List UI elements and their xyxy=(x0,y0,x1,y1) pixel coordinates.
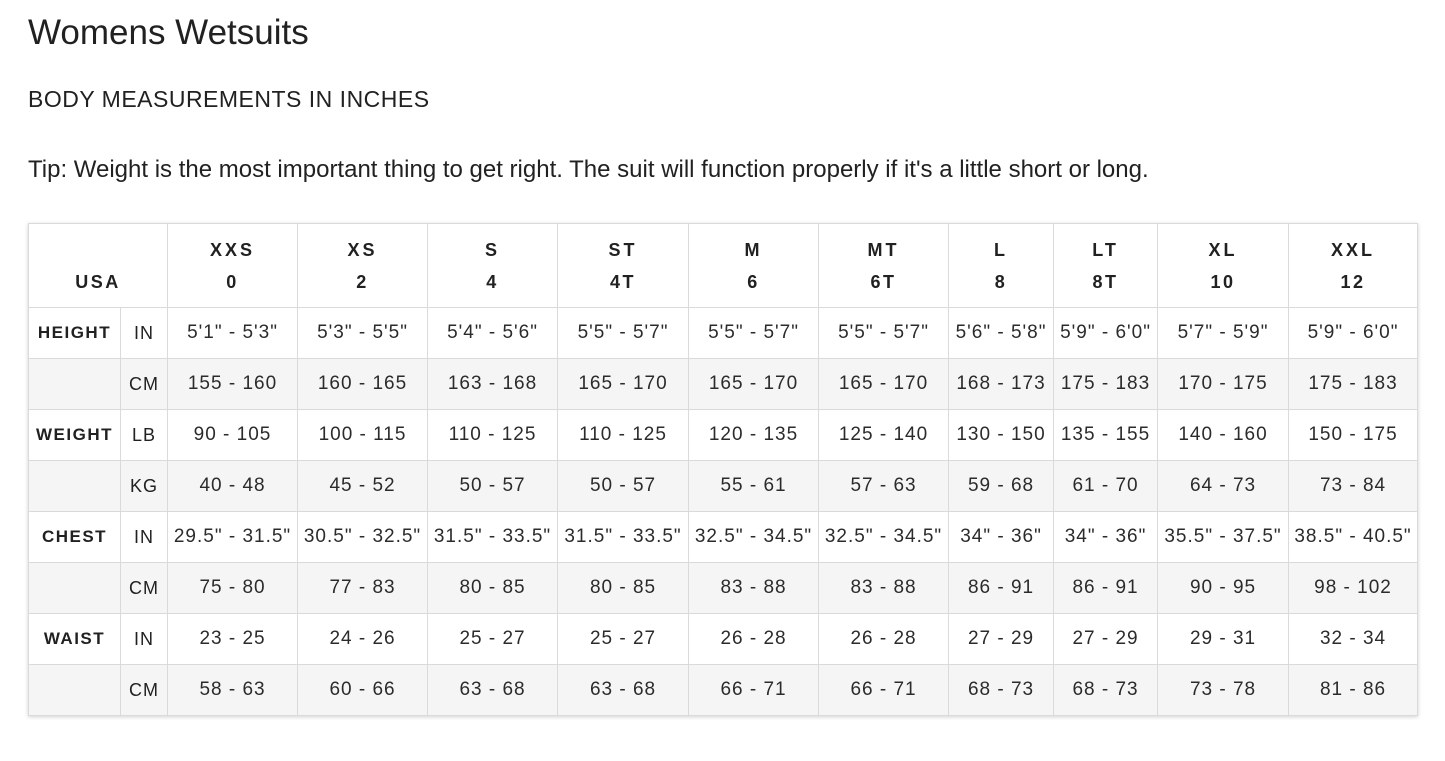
size-header-cell xyxy=(558,224,689,308)
measurement-cell: 57 - 63 xyxy=(819,461,949,512)
unit-label: IN xyxy=(121,512,168,563)
measurement-cell: 170 - 175 xyxy=(1158,359,1289,410)
tip-text: Tip: Weight is the most important thing to get right. The suit will function properly if it's a little short or long. xyxy=(28,156,1149,183)
measurement-cell: 40 - 48 xyxy=(168,461,298,512)
measurement-cell: 150 - 175 xyxy=(1289,410,1418,461)
measurement-cell: 66 - 71 xyxy=(689,665,819,716)
measurement-cell: 50 - 57 xyxy=(428,461,558,512)
subtitle: BODY MEASUREMENTS IN INCHES xyxy=(28,86,430,112)
measurement-cell: 130 - 150 xyxy=(949,410,1054,461)
measurement-cell: 32.5" - 34.5" xyxy=(819,512,949,563)
table-row xyxy=(29,308,1418,359)
measurement-cell: 163 - 168 xyxy=(428,359,558,410)
size-name: L xyxy=(994,239,1009,260)
size-number: 0 xyxy=(226,271,239,292)
measurement-cell: 175 - 183 xyxy=(1054,359,1158,410)
measurement-cell: 45 - 52 xyxy=(298,461,428,512)
measurement-cell: 61 - 70 xyxy=(1054,461,1158,512)
row-label: WAIST xyxy=(29,614,121,665)
row-label: WEIGHT xyxy=(29,410,121,461)
region-label: USA xyxy=(75,271,121,292)
unit-label: IN xyxy=(121,614,168,665)
measurement-cell: 66 - 71 xyxy=(819,665,949,716)
size-header-cell xyxy=(1054,224,1158,308)
size-number: 6T xyxy=(870,271,897,292)
measurement-cell: 25 - 27 xyxy=(558,614,689,665)
row-label xyxy=(29,665,121,716)
measurement-cell: 155 - 160 xyxy=(168,359,298,410)
row-label xyxy=(29,461,121,512)
measurement-cell: 100 - 115 xyxy=(298,410,428,461)
table-row xyxy=(29,665,1418,716)
size-header-cell xyxy=(298,224,428,308)
measurement-cell: 60 - 66 xyxy=(298,665,428,716)
size-name: XXS xyxy=(210,239,256,260)
size-header-cell xyxy=(819,224,949,308)
unit-label: LB xyxy=(121,410,168,461)
measurement-cell: 5'5" - 5'7" xyxy=(689,308,819,359)
size-number: 6 xyxy=(747,271,760,292)
size-number: 8 xyxy=(994,271,1008,292)
table-row xyxy=(29,614,1418,665)
size-name: MT xyxy=(867,239,900,260)
measurement-cell: 125 - 140 xyxy=(819,410,949,461)
measurement-cell: 83 - 88 xyxy=(819,563,949,614)
measurement-cell: 175 - 183 xyxy=(1289,359,1418,410)
table-row xyxy=(29,359,1418,410)
measurement-cell: 31.5" - 33.5" xyxy=(428,512,558,563)
measurement-cell: 5'9" - 6'0" xyxy=(1289,308,1418,359)
measurement-cell: 81 - 86 xyxy=(1289,665,1418,716)
measurement-cell: 77 - 83 xyxy=(298,563,428,614)
size-header-cell xyxy=(949,224,1054,308)
measurement-cell: 135 - 155 xyxy=(1054,410,1158,461)
size-number: 4 xyxy=(486,271,499,292)
size-name: XXL xyxy=(1331,239,1376,260)
measurement-cell: 63 - 68 xyxy=(428,665,558,716)
size-name: XS xyxy=(347,239,378,260)
table-row xyxy=(29,461,1418,512)
size-header-row xyxy=(29,224,1418,308)
measurement-cell: 23 - 25 xyxy=(168,614,298,665)
measurement-cell: 168 - 173 xyxy=(949,359,1054,410)
measurement-cell: 160 - 165 xyxy=(298,359,428,410)
measurement-cell: 27 - 29 xyxy=(949,614,1054,665)
measurement-cell: 5'5" - 5'7" xyxy=(819,308,949,359)
measurement-cell: 5'3" - 5'5" xyxy=(298,308,428,359)
measurement-cell: 26 - 28 xyxy=(689,614,819,665)
measurement-cell: 90 - 105 xyxy=(168,410,298,461)
measurement-cell: 110 - 125 xyxy=(428,410,558,461)
unit-label: CM xyxy=(121,563,168,614)
size-chart-table xyxy=(28,223,1418,716)
measurement-cell: 90 - 95 xyxy=(1158,563,1289,614)
unit-label: IN xyxy=(121,308,168,359)
table-row xyxy=(29,410,1418,461)
measurement-cell: 34" - 36" xyxy=(949,512,1054,563)
measurement-cell: 110 - 125 xyxy=(558,410,689,461)
measurement-cell: 165 - 170 xyxy=(689,359,819,410)
measurement-cell: 32 - 34 xyxy=(1289,614,1418,665)
size-name: M xyxy=(744,239,763,260)
measurement-cell: 5'9" - 6'0" xyxy=(1054,308,1158,359)
measurement-cell: 68 - 73 xyxy=(1054,665,1158,716)
measurement-cell: 120 - 135 xyxy=(689,410,819,461)
measurement-cell: 25 - 27 xyxy=(428,614,558,665)
size-header-cell xyxy=(168,224,298,308)
measurement-cell: 26 - 28 xyxy=(819,614,949,665)
measurement-cell: 86 - 91 xyxy=(949,563,1054,614)
measurement-cell: 24 - 26 xyxy=(298,614,428,665)
region-header-cell xyxy=(29,224,168,308)
size-name: LT xyxy=(1092,239,1119,260)
measurement-cell: 140 - 160 xyxy=(1158,410,1289,461)
row-label xyxy=(29,359,121,410)
size-number: 4T xyxy=(610,271,637,292)
measurement-cell: 38.5" - 40.5" xyxy=(1289,512,1418,563)
measurement-cell: 29.5" - 31.5" xyxy=(168,512,298,563)
measurement-cell: 165 - 170 xyxy=(819,359,949,410)
measurement-cell: 98 - 102 xyxy=(1289,563,1418,614)
page-title: Womens Wetsuits xyxy=(28,13,309,52)
region-spacer xyxy=(29,241,167,259)
measurement-cell: 32.5" - 34.5" xyxy=(689,512,819,563)
size-header-cell xyxy=(1289,224,1418,308)
measurement-cell: 34" - 36" xyxy=(1054,512,1158,563)
measurement-cell: 80 - 85 xyxy=(558,563,689,614)
measurement-cell: 83 - 88 xyxy=(689,563,819,614)
size-name: S xyxy=(485,239,501,260)
table-row xyxy=(29,563,1418,614)
measurement-cell: 73 - 84 xyxy=(1289,461,1418,512)
measurement-cell: 31.5" - 33.5" xyxy=(558,512,689,563)
measurement-cell: 68 - 73 xyxy=(949,665,1054,716)
measurement-cell: 30.5" - 32.5" xyxy=(298,512,428,563)
measurement-cell: 55 - 61 xyxy=(689,461,819,512)
measurement-cell: 50 - 57 xyxy=(558,461,689,512)
size-number: 10 xyxy=(1210,271,1236,292)
row-label: CHEST xyxy=(29,512,121,563)
unit-label: CM xyxy=(121,359,168,410)
measurement-cell: 29 - 31 xyxy=(1158,614,1289,665)
measurement-cell: 5'1" - 5'3" xyxy=(168,308,298,359)
row-label: HEIGHT xyxy=(29,308,121,359)
measurement-cell: 165 - 170 xyxy=(558,359,689,410)
size-header-cell xyxy=(428,224,558,308)
measurement-cell: 5'7" - 5'9" xyxy=(1158,308,1289,359)
size-number: 8T xyxy=(1092,271,1119,292)
measurement-cell: 35.5" - 37.5" xyxy=(1158,512,1289,563)
measurement-cell: 58 - 63 xyxy=(168,665,298,716)
measurement-cell: 80 - 85 xyxy=(428,563,558,614)
measurement-cell: 63 - 68 xyxy=(558,665,689,716)
unit-label: KG xyxy=(121,461,168,512)
measurement-cell: 59 - 68 xyxy=(949,461,1054,512)
size-header-cell xyxy=(689,224,819,308)
unit-label: CM xyxy=(121,665,168,716)
table-row xyxy=(29,512,1418,563)
size-number: 12 xyxy=(1340,271,1366,292)
measurement-cell: 86 - 91 xyxy=(1054,563,1158,614)
measurement-cell: 5'6" - 5'8" xyxy=(949,308,1054,359)
measurement-cell: 75 - 80 xyxy=(168,563,298,614)
measurement-cell: 27 - 29 xyxy=(1054,614,1158,665)
measurement-cell: 73 - 78 xyxy=(1158,665,1289,716)
measurement-cell: 64 - 73 xyxy=(1158,461,1289,512)
size-name: XL xyxy=(1208,239,1238,260)
size-number: 2 xyxy=(356,271,369,292)
size-name: ST xyxy=(608,239,638,260)
measurement-cell: 5'5" - 5'7" xyxy=(558,308,689,359)
measurement-cell: 5'4" - 5'6" xyxy=(428,308,558,359)
row-label xyxy=(29,563,121,614)
size-header-cell xyxy=(1158,224,1289,308)
